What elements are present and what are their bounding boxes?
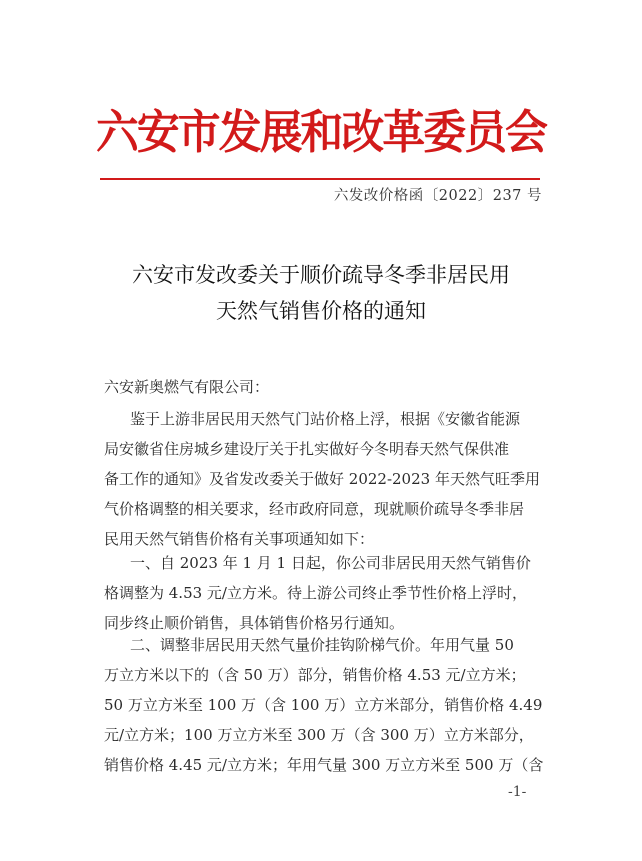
paragraph-2-line: 同步终止顺价销售，具体销售价格另行通知。 [104,614,405,632]
paragraph-3-line: 元/立方米；100 万立方米至 300 万（含 300 万）立方米部分， [104,726,534,744]
paragraph-1-line: 气价格调整的相关要求，经市政府同意，现就顺价疏导冬季非居 [104,500,525,518]
document-number: 六发改价格函〔2022〕237 号 [333,188,542,204]
page-number: -1- [508,784,527,800]
paragraph-2 [104,548,544,638]
paragraph-3-line: 50 万立方米至 100 万（含 100 万）立方米部分，销售价格 4.49 [104,696,543,714]
paragraph-3-line: 销售价格 4.45 元/立方米；年用气量 300 万立方米至 500 万（含 [104,756,544,774]
document-title-line-2: 天然气销售价格的通知 [216,299,426,323]
paragraph-3 [104,630,544,780]
paragraph-1-line: 民用天然气销售价格有关事项通知如下： [104,530,375,548]
document-title-line-1: 六安市发改委关于顺价疏导冬季非居民用 [132,263,510,287]
paragraph-1 [104,404,544,554]
paragraph-1-line: 备工作的通知》及省发改委关于做好 2022-2023 年天然气旺季用 [104,470,540,488]
paragraph-3-line: 万立方米以下的（含 50 万）部分，销售价格 4.53 元/立方米； [104,666,526,684]
salutation: 六安新奥燃气有限公司： [104,378,270,396]
paragraph-1-line: 鉴于上游非居民用天然气门站价格上浮，根据《安徽省能源 [130,410,521,428]
paragraph-1-line: 局安徽省住房城乡建设厅关于扎实做好今冬明春天然气保供准 [104,440,510,458]
issuing-organization-title: 六安市发展和改革委员会 [95,105,547,159]
paragraph-2-line: 一、自 2023 年 1 月 1 日起，你公司非居民用天然气销售价 [130,554,531,572]
paragraph-3-line: 二、调整非居民用天然气量价挂钩阶梯气价。年用气量 50 [130,636,514,654]
paragraph-2-line: 格调整为 4.53 元/立方米。待上游公司终止季节性价格上浮时， [104,584,527,602]
header-red-rule [100,178,540,180]
